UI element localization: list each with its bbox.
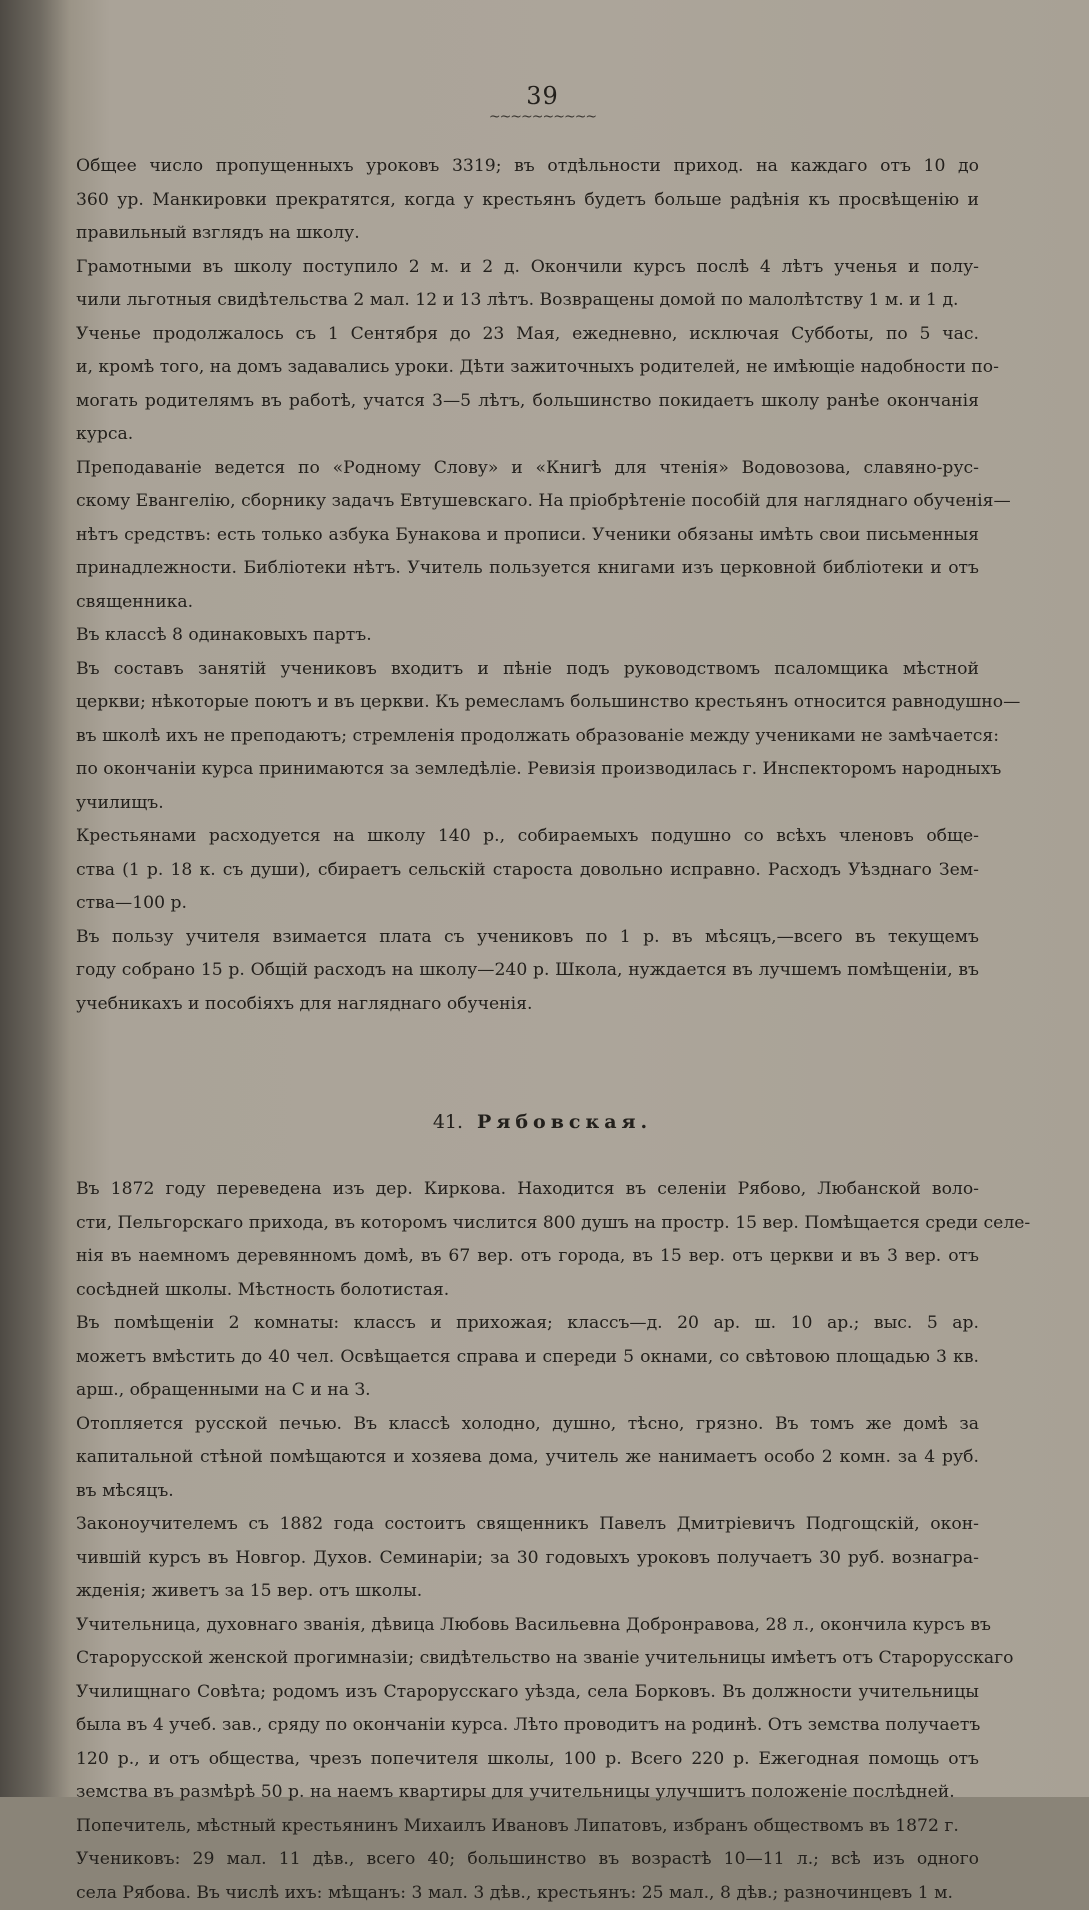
paragraph xyxy=(76,619,979,653)
text-line: можетъ вмѣстить до 40 чел. Освѣщается справа и спереди 5 окнами, со свѣтовою площадью 3 кв. xyxy=(76,1341,979,1375)
text-line: Попечитель, мѣстный крестьянинъ Михаилъ Ивановъ Липатовъ, избранъ обществомъ въ 1872 г. xyxy=(76,1810,979,1844)
section-previous-school xyxy=(76,150,979,1021)
text-line: въ мѣсяцъ. xyxy=(76,1475,979,1509)
text-line: принадлежности. Библіотеки нѣтъ. Учитель пользуется книгами изъ церковной библіотеки и отъ xyxy=(76,552,979,586)
text-line: арш., обращенными на С и на З. xyxy=(76,1374,979,1408)
text-line: Училищнаго Совѣта; родомъ изъ Старорусскаго уѣзда, села Борковъ. Въ должности учительницы xyxy=(76,1676,979,1710)
text-line: училищъ. xyxy=(76,787,979,821)
section-heading xyxy=(106,1111,979,1133)
text-line: Въ помѣщеніи 2 комнаты: классъ и прихожая; классъ—д. 20 ар. ш. 10 ар.; выс. 5 ар. xyxy=(76,1307,979,1341)
text-line: 360 ур. Манкировки прекратятся, когда у крестьянъ будетъ больше радѣнія къ просвѣщенію и xyxy=(76,184,979,218)
paragraph xyxy=(76,1408,979,1509)
section-number: 41. xyxy=(433,1111,463,1133)
paragraph xyxy=(76,1307,979,1408)
section-ryabovskaya xyxy=(76,1173,979,1910)
text-line: была въ 4 учеб. зав., сряду по окончаніи курса. Лѣто проводитъ на родинѣ. Отъ земства получаетъ xyxy=(76,1709,979,1743)
paragraph xyxy=(76,1843,979,1910)
text-line: чили льготныя свидѣтельства 2 мал. 12 и 13 лѣтъ. Возвращены домой по малолѣтству 1 м. и 1 д. xyxy=(76,284,979,318)
text-line: церкви; нѣкоторые поютъ и въ церкви. Къ ремесламъ большинство крестьянъ относится равнодушно— xyxy=(76,686,979,720)
text-line: сосѣдней школы. Мѣстность болотистая. xyxy=(76,1274,979,1308)
text-line: Въ составъ занятій учениковъ входитъ и пѣніе подъ руководствомъ псаломщика мѣстной xyxy=(76,653,979,687)
text-line: Въ 1872 году переведена изъ дер. Киркова. Находится въ селеніи Рябово, Любанской воло- xyxy=(76,1173,979,1207)
text-line: нія въ наемномъ деревянномъ домѣ, въ 67 вер. отъ города, въ 15 вер. отъ церкви и въ 3 вер. отъ xyxy=(76,1240,979,1274)
page-number: 39 xyxy=(106,82,979,110)
paragraph xyxy=(76,251,979,318)
paragraph xyxy=(76,1810,979,1844)
paragraph xyxy=(76,1173,979,1307)
text-line: ства (1 р. 18 к. съ души), сбираетъ сельскій староста довольно исправно. Расходъ Уѣзднаго Зем- xyxy=(76,854,979,888)
text-line: Законоучителемъ съ 1882 года состоитъ священникъ Павелъ Дмитріевичъ Подгощскій, окон- xyxy=(76,1508,979,1542)
text-line: Старорусской женской прогимназіи; свидѣтельство на званіе учительницы имѣетъ отъ Старорусскаго xyxy=(76,1642,979,1676)
paragraph xyxy=(76,452,979,620)
text-line: Ученье продолжалось съ 1 Сентября до 23 Мая, ежедневно, исключая Субботы, по 5 час. xyxy=(76,318,979,352)
paragraph xyxy=(76,1508,979,1609)
text-line: учебникахъ и пособіяхъ для нагляднаго обученія. xyxy=(76,988,979,1022)
text-line: Грамотными въ школу поступило 2 м. и 2 д. Окончили курсъ послѣ 4 лѣтъ ученья и полу- xyxy=(76,251,979,285)
text-line: скому Евангелію, сборнику задачъ Евтушевскаго. На пріобрѣтеніе пособій для нагляднаго обученія— xyxy=(76,485,979,519)
text-line: Преподаваніе ведется по «Родному Слову» и «Книгѣ для чтенія» Водовозова, славяно-рус- xyxy=(76,452,979,486)
text-line: 120 р., и отъ общества, чрезъ попечителя школы, 100 р. Всего 220 р. Ежегодная помощь отъ xyxy=(76,1743,979,1777)
text-line: курса. xyxy=(76,418,979,452)
text-line: по окончаніи курса принимаются за земледѣліе. Ревизія производилась г. Инспекторомъ народныхъ xyxy=(76,753,979,787)
text-line: Въ пользу учителя взимается плата съ учениковъ по 1 р. въ мѣсяцъ,—всего въ текущемъ xyxy=(76,921,979,955)
text-line: могать родителямъ въ работѣ, учатся 3—5 лѣтъ, большинство покидаетъ школу ранѣе окончанія xyxy=(76,385,979,419)
section-title: Рябовская. xyxy=(477,1111,652,1133)
paragraph xyxy=(76,820,979,921)
text-line: Отопляется русской печью. Въ классѣ холодно, душно, тѣсно, грязно. Въ томъ же домѣ за xyxy=(76,1408,979,1442)
ornament-divider: ~~~~~~~~~~ xyxy=(106,112,979,122)
text-line: священника. xyxy=(76,586,979,620)
text-line: году собрано 15 р. Общій расходъ на школу—240 р. Школа, нуждается въ лучшемъ помѣщеніи, въ xyxy=(76,954,979,988)
text-line: въ школѣ ихъ не преподаютъ; стремленія продолжать образованіе между учениками не замѣчается: xyxy=(76,720,979,754)
paragraph xyxy=(76,653,979,821)
text-line: правильный взглядъ на школу. xyxy=(76,217,979,251)
paragraph xyxy=(76,921,979,1022)
text-line: сти, Пельгорскаго прихода, въ которомъ числится 800 душъ на простр. 15 вер. Помѣщается среди селе- xyxy=(76,1207,979,1241)
text-line: чившій курсъ въ Новгор. Духов. Семинаріи; за 30 годовыхъ уроковъ получаетъ 30 руб. вознагра- xyxy=(76,1542,979,1576)
text-line: Общее число пропущенныхъ уроковъ 3319; въ отдѣльности приход. на каждаго отъ 10 до xyxy=(76,150,979,184)
text-line: капитальной стѣной помѣщаются и хозяева дома, учитель же нанимаетъ особо 2 комн. за 4 руб. xyxy=(76,1441,979,1475)
paragraph xyxy=(76,318,979,452)
text-line: Крестьянами расходуется на школу 140 р., собираемыхъ подушно со всѣхъ членовъ обще- xyxy=(76,820,979,854)
text-line: ства—100 р. xyxy=(76,887,979,921)
paragraph xyxy=(76,150,979,251)
paragraph xyxy=(76,1609,979,1810)
text-line: нѣтъ средствъ: есть только азбука Бунакова и прописи. Ученики обязаны имѣть свои письменныя xyxy=(76,519,979,553)
text-line: Учительница, духовнаго званія, дѣвица Любовь Васильевна Добронравова, 28 л., окончила курсъ въ xyxy=(76,1609,979,1643)
text-line: Въ классѣ 8 одинаковыхъ партъ. xyxy=(76,619,979,653)
text-line: Учениковъ: 29 мал. 11 дѣв., всего 40; большинство въ возрастѣ 10—11 л.; всѣ изъ одного xyxy=(76,1843,979,1877)
text-line: земства въ размѣрѣ 50 р. на наемъ квартиры для учительницы улучшитъ положеніе послѣдней. xyxy=(76,1776,979,1810)
text-line: села Рябова. Въ числѣ ихъ: мѣщанъ: 3 мал. 3 дѣв., крестьянъ: 25 мал., 8 дѣв.; разночинцевъ 1 м. xyxy=(76,1877,979,1910)
text-line: и, кромѣ того, на домъ задавались уроки. Дѣти зажиточныхъ родителей, не имѣющіе надобности по- xyxy=(76,351,979,385)
text-line: жденія; живетъ за 15 вер. отъ школы. xyxy=(76,1575,979,1609)
